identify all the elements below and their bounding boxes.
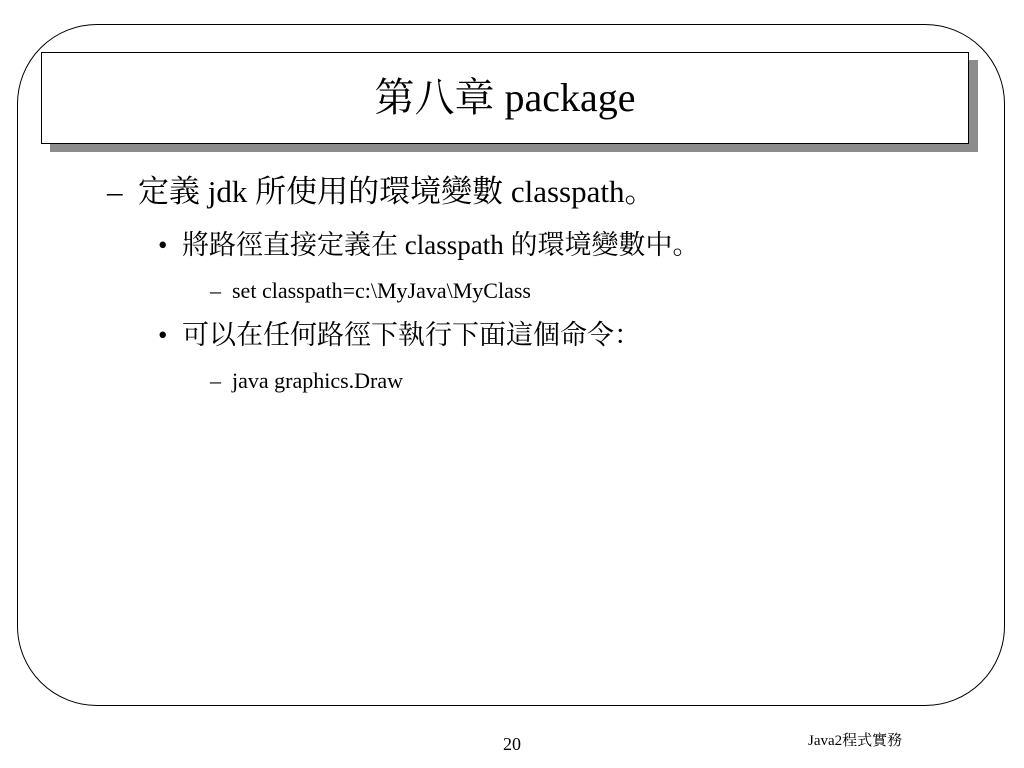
bullet-line-3	[210, 280, 531, 302]
bullet-text: set classpath=c:\MyJava\MyClass	[232, 278, 531, 303]
bullet-line-2	[158, 232, 699, 259]
bullet-line-5	[210, 370, 403, 392]
bullet-line-1	[107, 176, 656, 207]
bullet-text: java graphics.Draw	[232, 368, 404, 393]
dash-marker: –	[107, 174, 123, 209]
page-number: 20	[503, 734, 521, 754]
bullet-text: 將路徑直接定義在 classpath 的環境變數中。	[182, 230, 700, 260]
bullet-text: 定義 jdk 所使用的環境變數 classpath。	[138, 174, 656, 209]
bullet-text: 可以在任何路徑下執行下面這個命令：	[182, 320, 641, 350]
dash-marker: –	[210, 368, 221, 393]
slide-title: 第八章 package	[374, 75, 636, 120]
bullet-line-4	[158, 322, 641, 349]
title-box	[41, 52, 969, 144]
bullet-marker: •	[158, 230, 168, 260]
dash-marker: –	[210, 278, 221, 303]
course-label: Java2程式實務	[808, 733, 903, 749]
bullet-marker: •	[158, 320, 168, 350]
